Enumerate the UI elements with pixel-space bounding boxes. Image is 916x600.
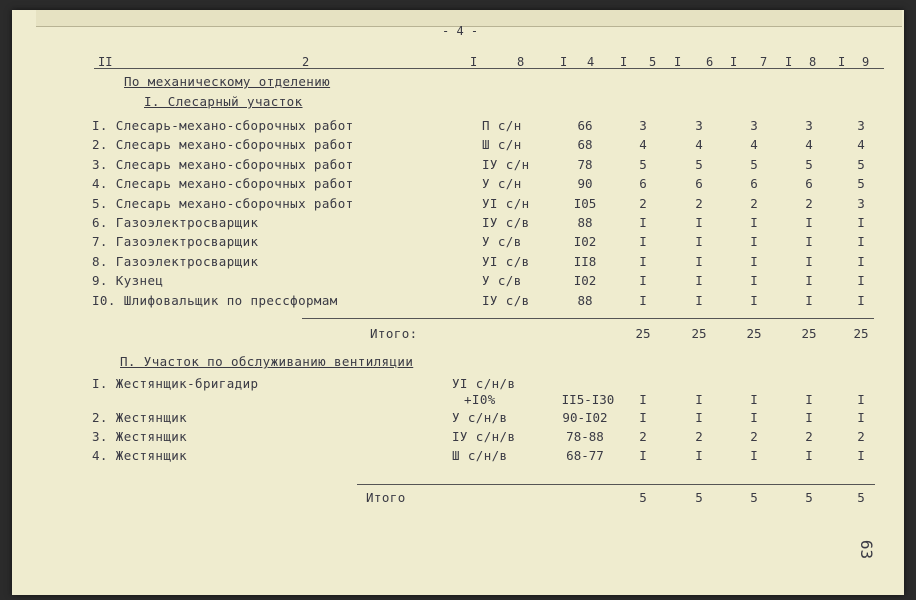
table-row-name: 9. Кузнец — [92, 273, 164, 289]
table-row-name: 6. Газоэлектросварщик — [92, 215, 259, 230]
table-cell-count: 2 — [695, 195, 703, 211]
table-row-grade: IУ с/в — [482, 215, 530, 230]
table-cell-count: I — [805, 253, 813, 269]
table-cell-count: I — [857, 253, 865, 269]
table-cell-count: I — [750, 215, 758, 230]
table-cell-count: 4 — [805, 137, 813, 153]
table-cell-count: I — [805, 410, 813, 425]
table-cell-count: I — [695, 253, 703, 269]
table-cell-count: 4 — [639, 137, 647, 153]
header-col-3: 8 — [517, 55, 525, 69]
table-cell-count: 4 — [857, 137, 865, 153]
table-row-rate: I02 — [573, 234, 597, 250]
table-cell-count: I — [805, 392, 813, 407]
table-cell-count: I — [857, 273, 865, 289]
section-title: По механическому отделению — [124, 74, 331, 89]
table-row-grade: IУ с/в — [482, 292, 530, 308]
table-cell-count: I — [805, 292, 813, 308]
table-cell-count: I — [750, 392, 758, 407]
table-cell-count: I — [857, 215, 865, 230]
table-cell-count: I — [695, 410, 703, 425]
table-row-name: 4. Жестянщик — [92, 448, 188, 463]
header-sep: I — [560, 55, 568, 69]
table-row-rate: 90 — [577, 176, 593, 192]
table-cell-count: I — [639, 448, 647, 463]
table-row-name: 3. Жестянщик — [92, 429, 188, 444]
table-row-rate: 78-88 — [566, 429, 604, 444]
table-row-rate: I02 — [573, 273, 597, 289]
page-number: - 4 - — [442, 24, 479, 38]
table-row-rate: II5-I30 — [561, 392, 615, 407]
header-sep: I — [730, 55, 738, 69]
table-cell-count: 5 — [805, 156, 813, 172]
subsection-title: П. Участок по обслуживанию вентиляции — [120, 354, 414, 369]
table-cell-count: I — [639, 392, 647, 407]
table-row-rate: 88 — [577, 215, 593, 230]
table-cell-count: I — [805, 234, 813, 250]
table-row-rate: 90-I02 — [562, 410, 608, 425]
header-rule — [94, 68, 884, 69]
table-row-name: I. Жестянщик-бригадир — [92, 376, 259, 391]
table-row-name: 3. Слесарь механо-сборочных работ — [92, 156, 354, 172]
table-row-grade: УI с/н — [482, 195, 530, 211]
table-row-name: I0. Шлифовальщик по прессформам — [92, 292, 338, 308]
table-row-rate: 88 — [577, 292, 593, 308]
table-cell-count: 2 — [805, 429, 813, 444]
subsection-title: I. Слесарный участок — [144, 94, 303, 109]
table-cell-count: I — [857, 234, 865, 250]
table-row-grade: Ш с/н/в — [452, 448, 508, 463]
total-cell: 5 — [750, 490, 758, 505]
table-cell-count: 3 — [639, 118, 647, 133]
table-cell-count: 6 — [639, 176, 647, 192]
table-cell-count: I — [639, 234, 647, 250]
header-col-2: 2 — [302, 55, 310, 69]
table-cell-count: I — [805, 448, 813, 463]
table-row-name: 5. Слесарь механо-сборочных работ — [92, 195, 354, 211]
total-cell: 25 — [746, 326, 762, 341]
table-row-grade: У с/в — [482, 234, 522, 250]
table-cell-count: 6 — [805, 176, 813, 192]
table-cell-count: 4 — [750, 137, 758, 153]
total-label: Итого: — [370, 326, 418, 341]
table-row-grade-bonus: +I0% — [464, 392, 496, 407]
table-row-grade: IУ с/н — [482, 156, 530, 172]
table-cell-count: 5 — [639, 156, 647, 172]
table-cell-count: 4 — [695, 137, 703, 153]
table-row-grade: IУ с/н/в — [452, 429, 516, 444]
table-row-rate: II8 — [573, 253, 597, 269]
header-col-7: 7 — [760, 55, 768, 69]
header-col-8: 8 — [809, 55, 817, 69]
table-cell-count: I — [805, 215, 813, 230]
table-row-name: 8. Газоэлектросварщик — [92, 253, 259, 269]
table-cell-count: 5 — [695, 156, 703, 172]
table-cell-count: I — [695, 215, 703, 230]
table-cell-count: I — [750, 273, 758, 289]
table-row-grade: У с/н — [482, 176, 522, 192]
table-cell-count: 2 — [750, 429, 758, 444]
table-row-grade: УI с/н/в — [452, 376, 516, 391]
table-cell-count: 2 — [639, 429, 647, 444]
table-cell-count: I — [695, 292, 703, 308]
total-cell: 25 — [635, 326, 651, 341]
table-cell-count: 2 — [857, 429, 865, 444]
table-cell-count: 5 — [857, 176, 865, 192]
table-row-name: I. Слесарь-механо-сборочных работ — [92, 118, 354, 133]
table-cell-count: I — [639, 215, 647, 230]
table-cell-count: 3 — [857, 195, 865, 211]
table-row-name: 4. Слесарь механо-сборочных работ — [92, 176, 354, 192]
table-cell-count: I — [695, 234, 703, 250]
table-cell-count: I — [750, 410, 758, 425]
table-cell-count: 2 — [695, 429, 703, 444]
header-col-4: 4 — [587, 55, 595, 69]
table-cell-count: I — [639, 253, 647, 269]
header-sep: I — [785, 55, 793, 69]
header-col-6: 6 — [706, 55, 714, 69]
total-rule — [302, 318, 874, 319]
table-cell-count: 2 — [805, 195, 813, 211]
header-col-9: 9 — [862, 55, 870, 69]
table-row-grade: УI с/в — [482, 253, 530, 269]
table-row-rate: I05 — [573, 195, 597, 211]
table-row-name: 7. Газоэлектросварщик — [92, 234, 259, 250]
table-row-rate: 66 — [577, 118, 593, 133]
header-sep: I — [620, 55, 628, 69]
table-cell-count: I — [857, 448, 865, 463]
table-row-grade: У с/н/в — [452, 410, 508, 425]
table-cell-count: 2 — [750, 195, 758, 211]
table-cell-count: I — [695, 273, 703, 289]
total-cell: 5 — [857, 490, 865, 505]
total-cell: 25 — [691, 326, 707, 341]
table-row-name: 2. Слесарь механо-сборочных работ — [92, 137, 354, 153]
table-cell-count: I — [639, 410, 647, 425]
table-cell-count: I — [750, 448, 758, 463]
header-col-1: II — [98, 55, 113, 69]
table-cell-count: I — [750, 292, 758, 308]
table-cell-count: 2 — [639, 195, 647, 211]
total-cell: 5 — [639, 490, 647, 505]
table-cell-count: I — [750, 253, 758, 269]
table-row-rate: 78 — [577, 156, 593, 172]
total-cell: 5 — [805, 490, 813, 505]
table-row-rate: 68-77 — [566, 448, 604, 463]
table-cell-count: I — [639, 273, 647, 289]
table-cell-count: 5 — [750, 156, 758, 172]
table-cell-count: 3 — [857, 118, 865, 133]
table-row-grade: Ш с/н — [482, 137, 522, 153]
table-cell-count: 3 — [805, 118, 813, 133]
table-row-grade: У с/в — [482, 273, 522, 289]
table-cell-count: I — [857, 292, 865, 308]
table-cell-count: I — [695, 448, 703, 463]
archive-stamp-number: 63 — [856, 539, 876, 560]
total-rule — [357, 484, 875, 485]
table-cell-count: I — [750, 234, 758, 250]
document-page — [12, 10, 904, 595]
table-cell-count: 5 — [857, 156, 865, 172]
table-row-grade: П с/н — [482, 118, 522, 133]
table-cell-count: I — [857, 410, 865, 425]
table-cell-count: 6 — [750, 176, 758, 192]
table-cell-count: I — [857, 392, 865, 407]
header-col-5: 5 — [649, 55, 657, 69]
table-row-rate: 68 — [577, 137, 593, 153]
header-sep: I — [674, 55, 682, 69]
total-cell: 25 — [853, 326, 869, 341]
table-cell-count: I — [639, 292, 647, 308]
total-cell: 5 — [695, 490, 703, 505]
table-cell-count: I — [805, 273, 813, 289]
table-cell-count: I — [695, 392, 703, 407]
header-sep: I — [838, 55, 846, 69]
table-cell-count: 3 — [695, 118, 703, 133]
total-cell: 25 — [801, 326, 817, 341]
header-sep: I — [470, 55, 478, 69]
table-cell-count: 6 — [695, 176, 703, 192]
table-cell-count: 3 — [750, 118, 758, 133]
total-label: Итого — [366, 490, 406, 505]
table-row-name: 2. Жестянщик — [92, 410, 188, 425]
